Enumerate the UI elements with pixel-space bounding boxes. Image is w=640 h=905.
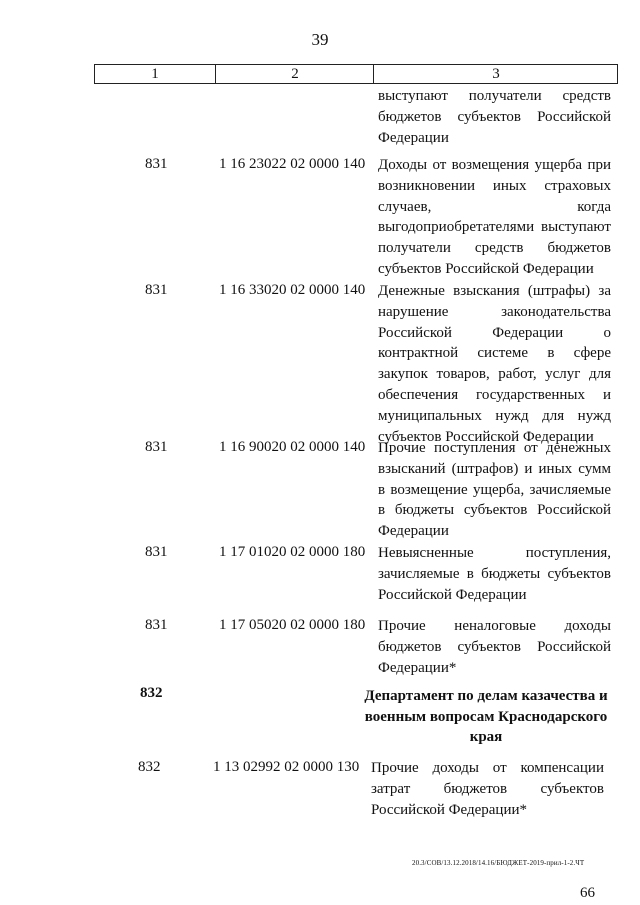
header-col-1: 1 (151, 66, 159, 82)
row-1-kbk: 1 16 23022 02 0000 140 (219, 156, 366, 172)
row-3-code: 831 (145, 439, 168, 455)
footer-reference: 20.3/СОВ/13.12.2018/14.16/БЮДЖЕТ-2019-прил-1-2.ЧТ (412, 859, 585, 867)
row-1-description: Доходы от возмещения ущерба при возникновении иных страховых случаев, когда выгодоприобретателями выступают получатели средств бюджетов субъектов Российской Федерации (378, 157, 611, 277)
dept-code: 832 (140, 685, 163, 701)
row-1-code: 831 (145, 156, 168, 172)
row-3-description: Прочие поступления от денежных взысканий (штрафов) и иных сумм в возмещение ущерба, зачисляемые в бюджеты субъектов Российской Федерации (378, 440, 611, 540)
row-7-description: Прочие доходы от компенсации затрат бюджетов субъектов Российской Федерации* (371, 760, 604, 818)
row-2-code: 831 (145, 282, 168, 298)
row-4-description: Невыясненные поступления, зачисляемые в бюджеты субъектов Российской Федерации (378, 545, 611, 603)
row-5-kbk: 1 17 05020 02 0000 180 (219, 617, 366, 633)
page-number: 39 (311, 30, 329, 49)
table-header (94, 64, 618, 84)
header-col-3: 3 (373, 65, 618, 83)
dept-title: Департамент по делам казачества и военным вопросам Краснодарского края (364, 688, 608, 745)
row-2-description: Денежные взыскания (штрафы) за нарушение законодательства Российской Федерации о контрактной системе в сфере закупок товаров, работ, услуг для обеспечения государственных и муниципальных нужд для нужд субъектов Российской Федерации (378, 283, 611, 445)
header-col-2: 2 (215, 65, 374, 83)
row-5-description: Прочие неналоговые доходы бюджетов субъектов Российской Федерации* (378, 618, 611, 676)
row-4-kbk: 1 17 01020 02 0000 180 (219, 544, 366, 560)
footer-page-number: 66 (580, 885, 595, 901)
row-3-kbk: 1 16 90020 02 0000 140 (219, 439, 366, 455)
row-7-code: 832 (138, 759, 161, 775)
row-5-code: 831 (145, 617, 168, 633)
row-4-code: 831 (145, 544, 168, 560)
row-7-kbk: 1 13 02992 02 0000 130 (213, 759, 360, 775)
row-2-kbk: 1 16 33020 02 0000 140 (219, 282, 366, 298)
continuation-text: выступают получатели средств бюджетов субъектов Российской Федерации (378, 88, 611, 146)
